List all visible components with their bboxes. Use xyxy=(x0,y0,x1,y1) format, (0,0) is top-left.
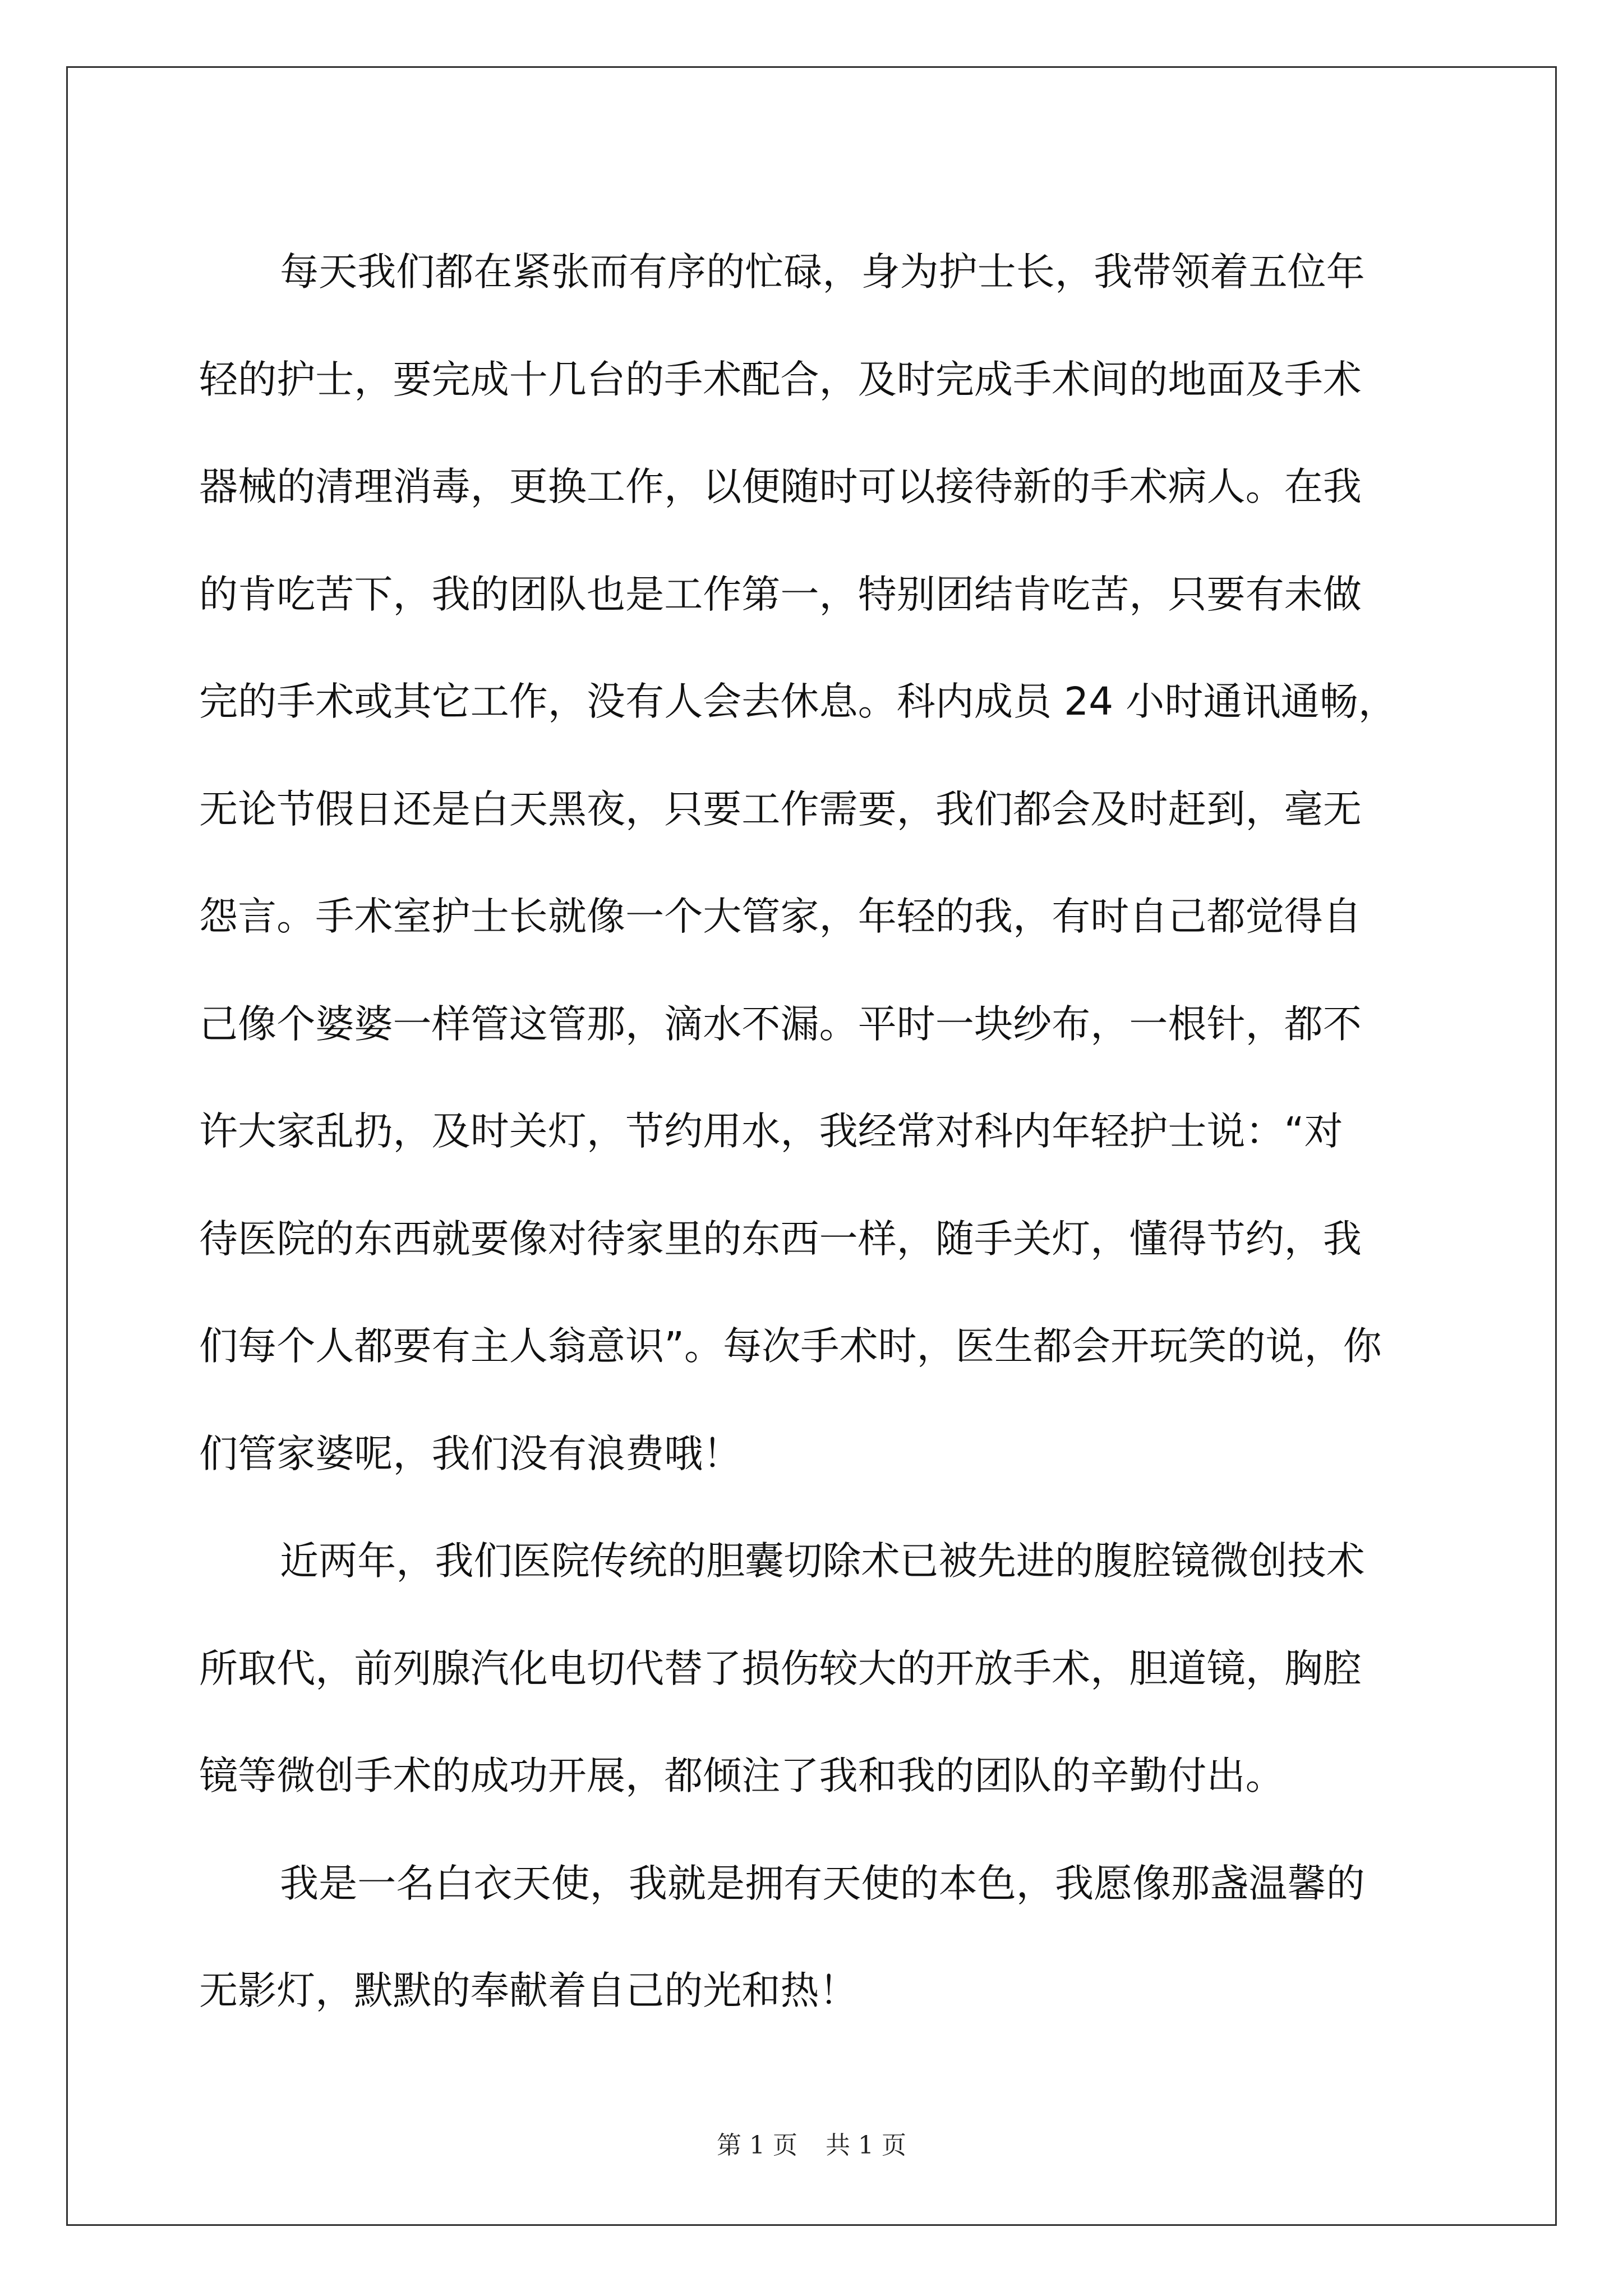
paragraph-3 xyxy=(199,1830,1431,2045)
text-line: 所取代，前列腺汽化电切代替了损伤较大的开放手术，胆道镜，胸腔 xyxy=(199,1646,1362,1691)
text-line: 我是一名白衣天使，我就是拥有天使的本色，我愿像那盏温馨的 xyxy=(280,1861,1365,1906)
text-line: 许大家乱扔，及时关灯，节约用水，我经常对科内年轻护士说：“对 xyxy=(199,1109,1343,1154)
document-body xyxy=(199,219,1431,2045)
text-line: 们管家婆呢，我们没有浪费哦！ xyxy=(199,1431,742,1476)
text-line: 完的手术或其它工作，没有人会去休息。科内成员 24 小时通讯通畅， xyxy=(199,679,1397,724)
text-line: 怨言。手术室护士长就像一个大管家，年轻的我，有时自己都觉得自 xyxy=(199,894,1362,939)
page-total: 共 1 页 xyxy=(826,2131,906,2160)
paragraph-2 xyxy=(199,1508,1431,1830)
text-line: 镜等微创手术的成功开展，都倾注了我和我的团队的辛勤付出。 xyxy=(199,1754,1284,1798)
text-line: 每天我们都在紧张而有序的忙碌，身为护士长，我带领着五位年 xyxy=(280,250,1365,295)
paragraph-1 xyxy=(199,219,1431,1508)
text-line: 无论节假日还是白天黑夜，只要工作需要，我们都会及时赶到，毫无 xyxy=(199,786,1362,832)
text-line: 们每个人都要有主人翁意识”。每次手术时，医生都会开玩笑的说，你 xyxy=(199,1324,1382,1369)
page-footer xyxy=(0,2125,1623,2161)
text-line: 器械的清理消毒，更换工作，以便随时可以接待新的手术病人。在我 xyxy=(199,464,1362,509)
text-line: 己像个婆婆一样管这管那，滴水不漏。平时一块纱布，一根针，都不 xyxy=(199,1001,1362,1047)
page-number: 第 1 页 xyxy=(717,2131,797,2160)
text-line: 的肯吃苦下，我的团队也是工作第一，特别团结肯吃苦，只要有未做 xyxy=(199,572,1362,617)
text-line: 无影灯，默默的奉献着自己的光和热！ xyxy=(199,1968,858,2013)
text-line: 待医院的东西就要像对待家里的东西一样，随手关灯，懂得节约，我 xyxy=(199,1216,1362,1262)
text-line: 近两年，我们医院传统的胆囊切除术已被先进的腹腔镜微创技术 xyxy=(280,1539,1365,1584)
text-line: 轻的护士，要完成十几台的手术配合，及时完成手术间的地面及手术 xyxy=(199,357,1362,402)
